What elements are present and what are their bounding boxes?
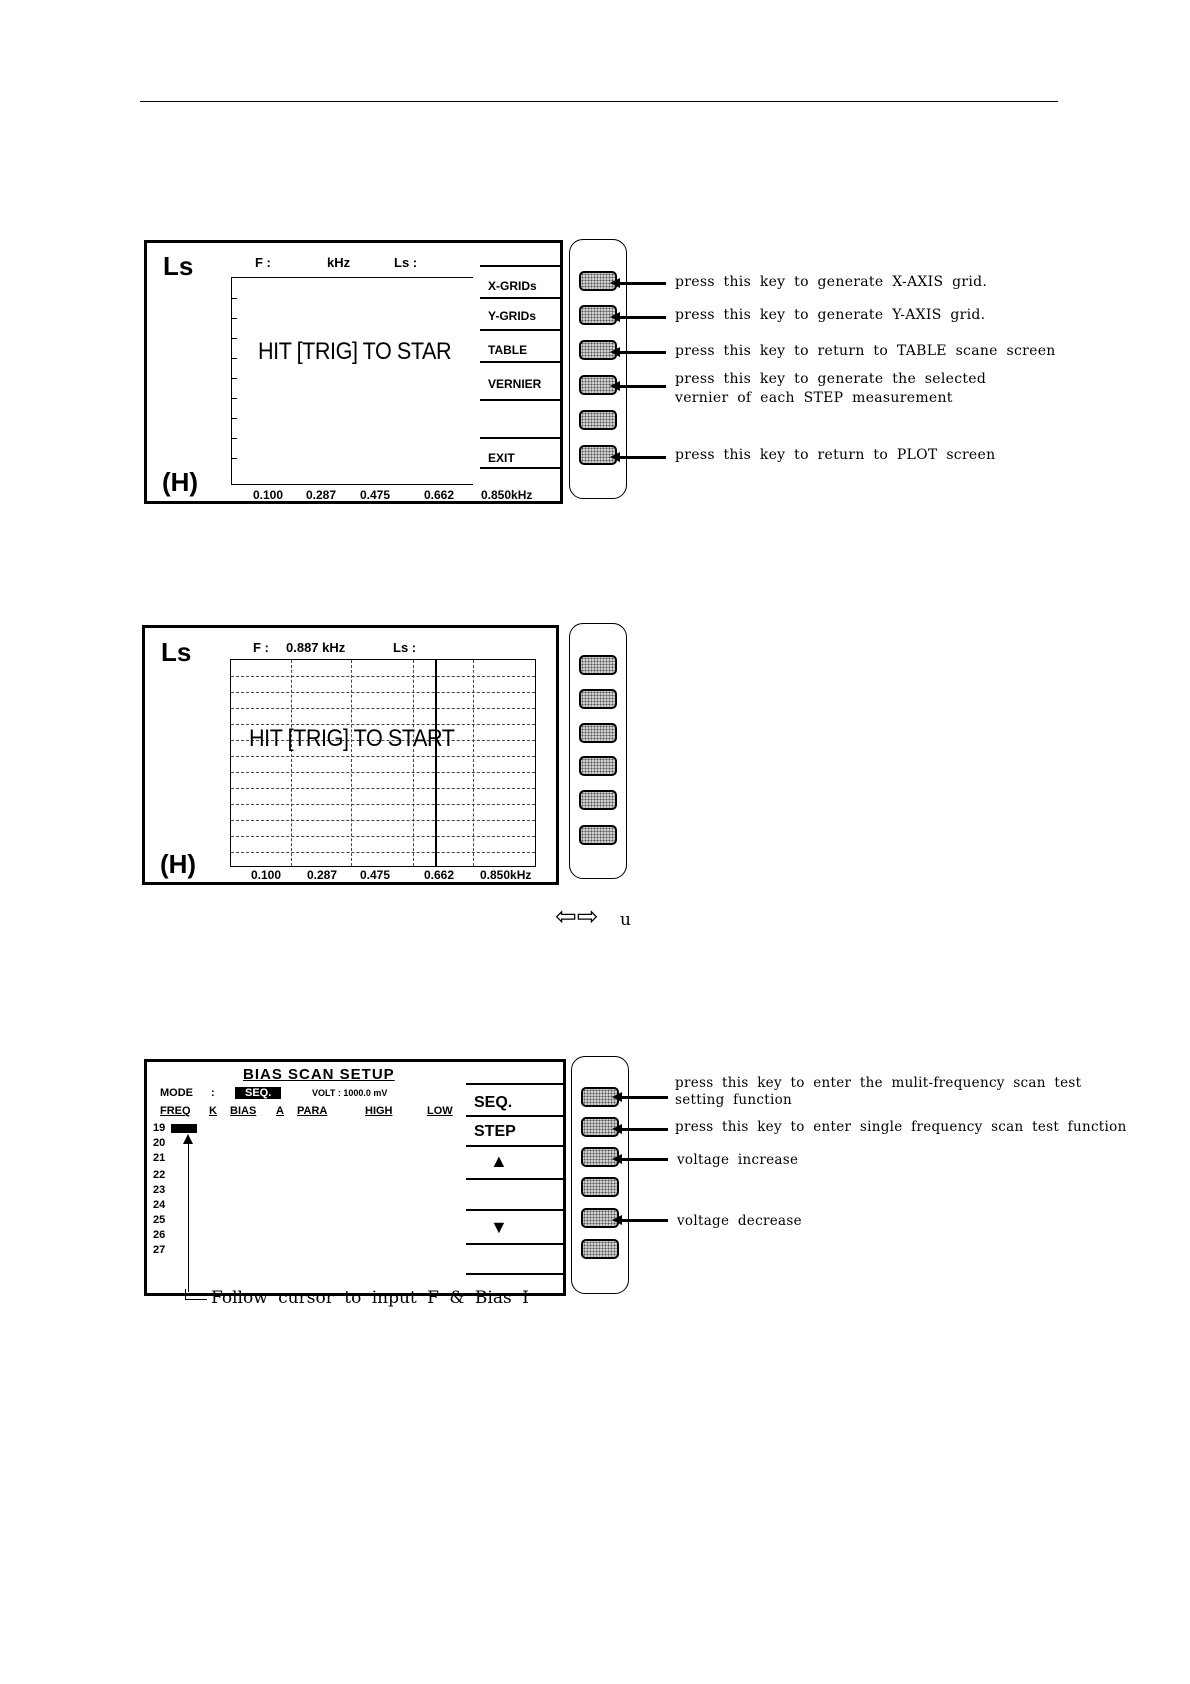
cursor-pointer-foot-h [185, 1299, 207, 1300]
col-header: PARA [297, 1105, 328, 1117]
lcd-screen-plot [144, 240, 563, 504]
up-arrow-icon: ▲ [490, 1151, 508, 1171]
unit-label: (H) [162, 467, 199, 497]
col-header: A [276, 1105, 284, 1117]
arrow-head [610, 347, 620, 357]
annotation-text: press this key to enter single frequency scan test function [675, 1119, 1127, 1135]
col-header: HIGH [365, 1105, 393, 1117]
arrow-line [620, 1128, 668, 1131]
col-header: FREQ [160, 1105, 191, 1117]
arrow-head [610, 452, 620, 462]
row-number: 25 [153, 1214, 166, 1226]
softkey-6[interactable] [579, 825, 617, 845]
annotation-text: press this key to generate Y-AXIS grid. [675, 307, 986, 323]
arrow-line [618, 351, 666, 354]
arrow-head [610, 381, 620, 391]
x-tick-label: 0.287 [307, 868, 338, 882]
cursor-pointer-head [183, 1134, 193, 1144]
cursor-caption: Follow cursor to input F & Bias I [211, 1288, 529, 1308]
softkey-exit[interactable]: EXIT [480, 437, 563, 469]
annotation-text: press this key to generate the selected [675, 371, 987, 387]
softkey-blank[interactable] [466, 1178, 566, 1209]
softkey-up[interactable] [466, 1145, 566, 1178]
softkey-step[interactable]: STEP [466, 1115, 566, 1145]
softkey-y-grids[interactable]: Y-GRIDs [480, 297, 563, 329]
blank-key[interactable] [581, 1177, 619, 1197]
mode-colon: : [211, 1087, 215, 1099]
arrow-line [618, 316, 666, 319]
param-label: Ls [163, 251, 194, 281]
row-number: 27 [153, 1244, 166, 1256]
softkey-3[interactable] [579, 723, 617, 743]
x-tick-label: 0.475 [360, 488, 391, 502]
cursor-pointer-foot [185, 1289, 186, 1299]
freq-unit: kHz [327, 255, 351, 270]
softkey-x-grids[interactable]: X-GRIDs [480, 265, 563, 297]
softkey-blank[interactable] [466, 1243, 566, 1275]
annotation-text: vernier of each STEP measurement [675, 390, 953, 406]
lcd-screen-grid [142, 625, 559, 885]
freq-value: 0.887 kHz [286, 640, 346, 655]
freq-label: F : [255, 255, 271, 270]
screen-title: BIAS SCAN SETUP [243, 1066, 395, 1083]
softkey-2[interactable] [579, 689, 617, 709]
softkey-5[interactable] [579, 790, 617, 810]
mode-label: MODE [160, 1087, 193, 1099]
trigger-message: HIT [TRIG] TO STAR [258, 338, 452, 365]
row-number: 19 [153, 1122, 166, 1134]
arrow-caption: u [620, 910, 631, 930]
x-tick-label: 0.850kHz [480, 868, 532, 882]
softkey-column [466, 1062, 566, 1282]
plot-area [231, 277, 473, 485]
arrow-head [612, 1154, 622, 1164]
annotation-text: press this key to return to TABLE scane screen [675, 343, 1056, 359]
arrow-line [618, 456, 666, 459]
ls-label: Ls : [394, 255, 418, 270]
input-cursor[interactable] [171, 1124, 197, 1133]
x-tick-label: 0.475 [360, 868, 391, 882]
annotation-text: press this key to generate X-AXIS grid. [675, 274, 988, 290]
x-tick-label: 0.662 [424, 488, 455, 502]
arrow-line [620, 1219, 668, 1222]
arrow-head [612, 1092, 622, 1102]
annotation-text: press this key to enter the mulit-frequency scan test [675, 1075, 1082, 1091]
vernier-line [435, 660, 437, 866]
cursor-pointer-line [188, 1142, 189, 1292]
softkey-down[interactable] [466, 1209, 566, 1243]
arrow-head [610, 278, 620, 288]
softkey-4[interactable] [579, 756, 617, 776]
volt-readout: VOLT : 1000.0 mV [312, 1088, 388, 1098]
arrow-line [620, 1096, 668, 1099]
softkey-column [480, 243, 563, 488]
x-tick-label: 0.100 [251, 868, 282, 882]
unit-label: (H) [160, 849, 197, 879]
col-header: LOW [427, 1105, 453, 1117]
annotation-text: voltage increase [677, 1152, 799, 1168]
annotation-text: setting function [675, 1092, 793, 1108]
row-number: 22 [153, 1169, 166, 1181]
arrow-line [618, 282, 666, 285]
x-tick-label: 0.100 [253, 488, 284, 502]
page-header-rule [140, 101, 1058, 102]
plot-area-gridded [230, 659, 536, 867]
ls-label: Ls : [393, 640, 417, 655]
row-number: 23 [153, 1184, 166, 1196]
arrow-head [612, 1215, 622, 1225]
row-number: 26 [153, 1229, 166, 1241]
softkey-blank[interactable] [480, 399, 563, 437]
x-tick-label: 0.287 [306, 488, 337, 502]
softkey-table[interactable]: TABLE [480, 329, 563, 361]
arrow-line [618, 385, 666, 388]
softkey-seq[interactable]: SEQ. [466, 1083, 566, 1115]
col-header: BIAS [230, 1105, 257, 1117]
col-header: K [209, 1105, 217, 1117]
x-tick-label: 0.662 [424, 868, 455, 882]
mode-value[interactable]: SEQ. [235, 1087, 281, 1099]
down-arrow-icon: ▼ [490, 1217, 508, 1237]
key-panel [569, 623, 627, 879]
softkey-vernier[interactable]: VERNIER [480, 361, 563, 399]
param-label: Ls [161, 637, 192, 667]
annotation-text: press this key to return to PLOT screen [675, 447, 996, 463]
blank-key[interactable] [581, 1239, 619, 1259]
left-right-arrow-icons: ⇦⇨ [555, 902, 599, 932]
arrow-head [610, 312, 620, 322]
softkey-1[interactable] [579, 655, 617, 675]
annotation-text: voltage decrease [677, 1213, 802, 1229]
lcd-screen-bias-setup [144, 1059, 566, 1296]
freq-label: F : [253, 640, 269, 655]
blank-key[interactable] [579, 410, 617, 430]
row-number: 21 [153, 1152, 166, 1164]
arrow-head [612, 1124, 622, 1134]
arrow-line [620, 1158, 668, 1161]
row-number: 24 [153, 1199, 166, 1211]
row-number: 20 [153, 1137, 166, 1149]
x-tick-label: 0.850kHz [481, 488, 533, 502]
trigger-message: HIT [TRIG] TO START [249, 725, 455, 752]
